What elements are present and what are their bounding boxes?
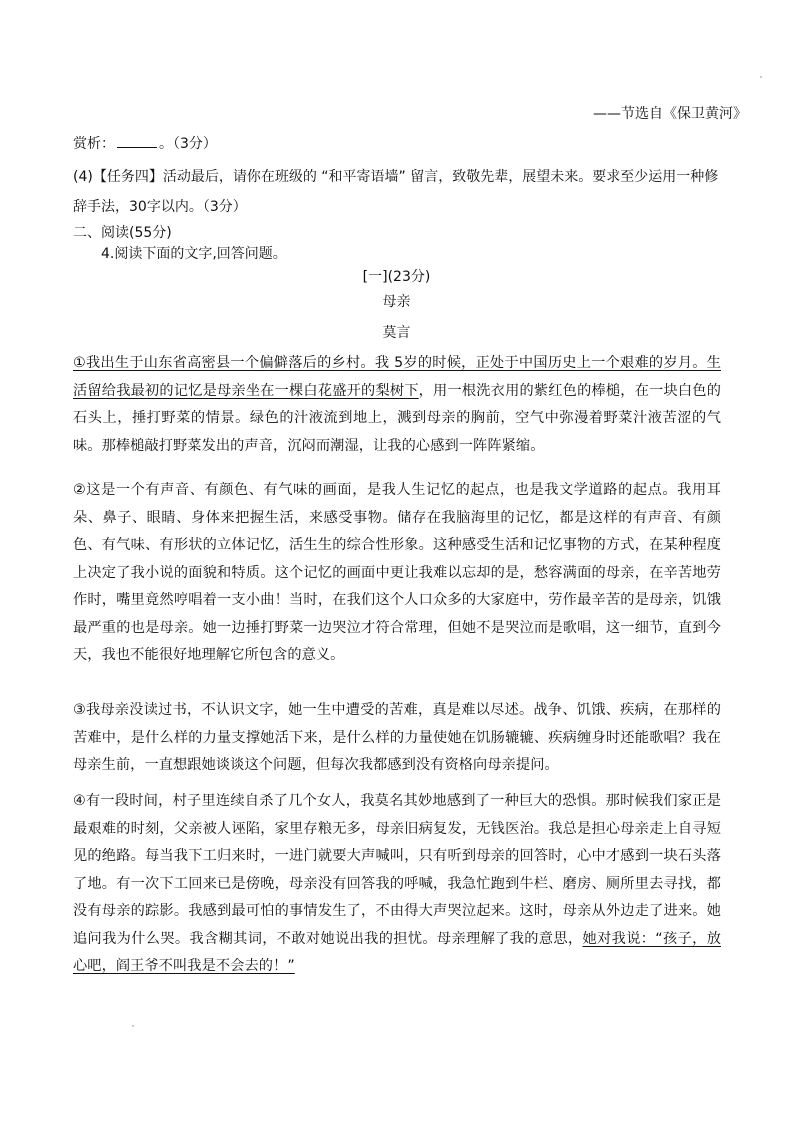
answer-blank[interactable] — [117, 133, 157, 148]
part-one-heading: [一](23分) — [362, 269, 431, 285]
appreciation-suffix: 。（3分） — [159, 136, 217, 152]
section-two-heading: 二、阅读(55分) — [73, 225, 172, 241]
question-4-prompt: 4.阅读下面的文字,回答问题。 — [101, 246, 287, 262]
appreciation-line — [73, 133, 217, 154]
task4-line2: 辞手法，30字以内。（3分） — [73, 199, 247, 215]
article-author: 莫言 — [382, 325, 411, 341]
paragraph-1-underlined: ①我出生于山东省高密县一个偏僻落后的乡村。我 5岁的时候，正处于中国历史上一个艰难的岁月。生活留给我最初的记忆是母亲坐在一棵白花盛开的梨树下 — [73, 355, 721, 399]
appreciation-label: 赏析： — [73, 136, 115, 152]
paragraph-4-underlined-quote: 她对我说：“孩子，放心吧，阎王爷不叫我是不会去的！” — [73, 930, 721, 974]
article-title: 母亲 — [382, 294, 411, 310]
paragraph-1 — [73, 350, 721, 460]
scan-speck — [132, 1025, 134, 1027]
scan-speck — [760, 76, 762, 78]
paragraph-1-rest: ，用一根洗衣用的紫红色的棒槌，在一块白色的石头上，捶打野菜的情景。绿色的汁液流到地上，溅到母亲的胸前，空气中弥漫着野菜汁液苦涩的气味。那棒槌敲打野菜发出的声音，沉闷而潮湿，让我的心感到一阵阵紧缩。 — [73, 382, 721, 454]
paragraph-4-text: ④有一段时间，村子里连续自杀了几个女人，我莫名其妙地感到了一种巨大的恐惧。那时候我们家正是最艰难的时刻，父亲被人诬陷，家里存粮无多，母亲旧病复发，无钱医治。我总是担心母亲走上自寻短见的绝路。每当我下工归来时，一进门就要大声喊叫，只有听到母亲的回答时，心中才感到一块石头落了地。有一次下工回来已是傍晚，母亲没有回答我的呼喊，我急忙跑到牛栏、磨房、厕所里去寻找，都没有母亲的踪影。我感到最可怕的事情发生了，不由得大声哭泣起来。这时，母亲从外边走了进来。她追问我为什么哭。我含糊其词，不敢对她说出我的担忧。母亲理解了我的意思， — [73, 793, 721, 947]
source-attribution: ——节选自《保卫黄河》 — [593, 106, 747, 122]
paragraph-2: ②这是一个有声音、有颜色、有气味的画面，是我人生记忆的起点，也是我文学道路的起点。我用耳朵、鼻子、眼睛、身体来把握生活，来感受事物。储存在我脑海里的记忆，都是这样的有声音、有颜色、有气味、有形状的立体记忆，活生生的综合性形象。这种感受生活和记忆事物的方式，在某种程度上决定了我小说的面貌和特质。这个记忆的画面中更让我难以忘却的是，愁容满面的母亲，在辛苦地劳作时，嘴里竟然哼唱着一支小曲！当时，在我们这个人口众多的大家庭中，劳作最辛苦的是母亲，饥饿最严重的也是母亲。她一边捶打野菜一边哭泣才符合常理，但她不是哭泣而是歌唱，这一细节，直到今天，我也不能很好地理解它所包含的意义。 — [73, 482, 721, 663]
paragraph-4 — [73, 788, 721, 981]
task4-line1: (4)【任务四】活动最后，请你在班级的 “和平寄语墙” 留言，致敬先辈，展望未来。要求至少运用一种修 — [73, 169, 719, 185]
paragraph-3: ③我母亲没读过书，不认识文字，她一生中遭受的苦难，真是难以尽述。战争、饥饿、疾病，在那样的苦难中，是什么样的力量支撑她活下来，是什么样的力量使她在饥肠辘辘、疾病缠身时还能歌唱？我在母亲生前，一直想跟她谈谈这个问题，但每次我都感到没有资格向母亲提问。 — [73, 702, 721, 773]
